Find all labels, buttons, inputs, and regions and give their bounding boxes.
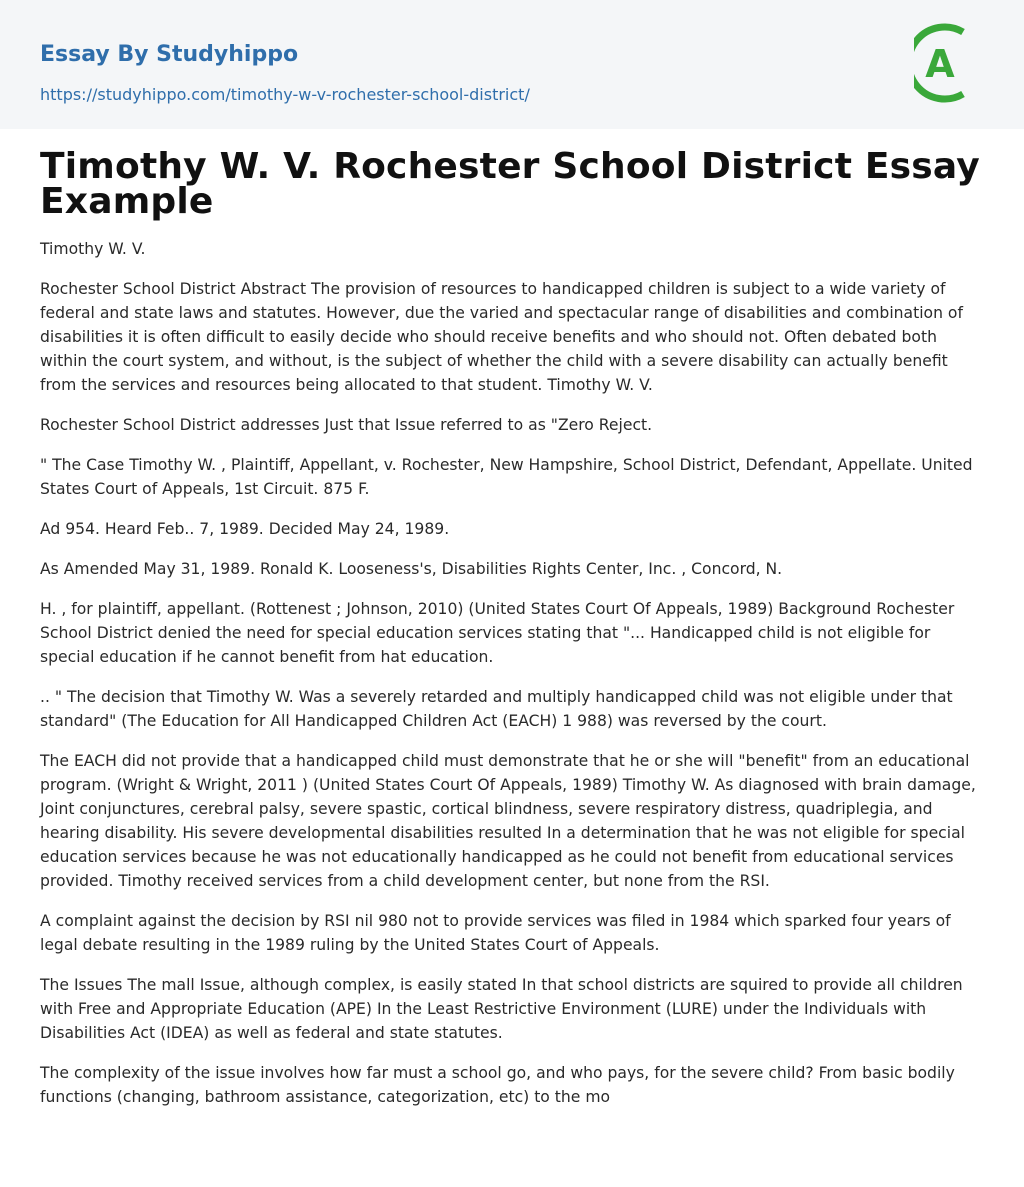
article <box>40 146 986 1125</box>
studyhippo-logo-icon[interactable] <box>914 20 986 106</box>
paragraph: The complexity of the issue involves how far must a school go, and who pays, for the severe child? From basic bodily functions (changing, bathroom assistance, categorization, etc) to the mo <box>40 1064 955 1106</box>
paragraph: A complaint against the decision by RSI nil 980 not to provide services was filed in 1984 which sparked four years of legal debate resulting in the 1989 ruling by the United States Court of Appeals. <box>40 912 951 954</box>
essay-url-link[interactable]: https://studyhippo.com/timothy-w-v-rochester-school-district/ <box>40 85 530 104</box>
paragraph: Rochester School District addresses Just that Issue referred to as "Zero Reject. <box>40 416 653 434</box>
paragraph: The Issues The mall Issue, although complex, is easily stated In that school districts are squired to provide all children with Free and Appropriate Education (APE) In the Least Restrictive Environment (LURE) under the Individuals with Disabilities Act (IDEA) as well as federal and state statutes. <box>40 976 963 1042</box>
page-title: Timothy W. V. Rochester School District Essay Example <box>40 146 980 222</box>
paragraph: Ad 954. Heard Feb.. 7, 1989. Decided May 24, 1989. <box>40 520 450 538</box>
paragraph: The EACH did not provide that a handicapped child must demonstrate that he or she will "benefit" from an educational program. (Wright & Wright, 2011 ) (United States Court Of Appeals, 1989) Timothy W. As diagnosed with brain damage, Joint conjunctures, cerebral palsy, severe spastic, cortical blindness, severe respiratory distress, quadriplegia, and hearing disability. His severe developmental disabilities resulted In a determination that he was not eligible for special education services because he was not educationally handicapped as he could not benefit from educational services provided. Timothy received services from a child development center, but none from the RSI. <box>40 752 976 890</box>
paragraph: Timothy W. V. <box>40 240 146 258</box>
site-header <box>0 0 1024 129</box>
brand-title[interactable]: Essay By Studyhippo <box>40 42 299 67</box>
logo-letter: A <box>925 42 955 86</box>
paragraph: .. " The decision that Timothy W. Was a severely retarded and multiply handicapped child was not eligible under that standard" (The Education for All Handicapped Children Act (EACH) 1 988) was reversed by the court. <box>40 688 953 730</box>
paragraph: As Amended May 31, 1989. Ronald K. Looseness's, Disabilities Rights Center, Inc. , Concord, N. <box>40 560 783 578</box>
paragraph: " The Case Timothy W. , Plaintiff, Appellant, v. Rochester, New Hampshire, School District, Defendant, Appellate. United States Court of Appeals, 1st Circuit. 875 F. <box>40 456 973 498</box>
paragraph: H. , for plaintiff, appellant. (Rottenest ; Johnson, 2010) (United States Court Of Appeals, 1989) Background Rochester School District denied the need for special education services stating that "... Handicapped child is not eligible for special education if he cannot benefit from hat education. <box>40 600 955 666</box>
paragraph: Rochester School District Abstract The provision of resources to handicapped children is subject to a wide variety of federal and state laws and statutes. However, due the varied and spectacular range of disabilities and combination of disabilities it is often difficult to easily decide who should receive benefits and who should not. Often debated both within the court system, and without, is the subject of whether the child with a severe disability can actually benefit from the services and resources being allocated to that student. Timothy W. V. <box>40 280 963 394</box>
